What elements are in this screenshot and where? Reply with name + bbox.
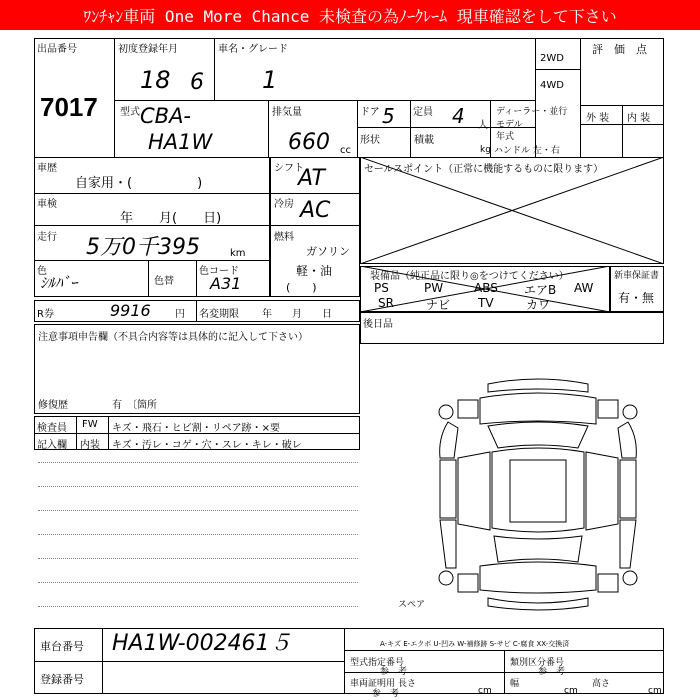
v-line bbox=[196, 260, 197, 297]
color-code-value: A31 bbox=[210, 274, 242, 293]
recycle-value: 9916 bbox=[110, 301, 151, 320]
h-line bbox=[34, 661, 344, 662]
dotted-line bbox=[38, 510, 358, 511]
displacement-label: 排気量 bbox=[272, 107, 302, 118]
interior-codes: キズ・汚レ・コゲ・穴・スレ・キレ・破レ bbox=[112, 440, 302, 451]
displacement-value: 660 bbox=[288, 130, 330, 155]
lot-number: 7017 bbox=[40, 92, 98, 122]
warning-banner: ﾜﾝﾁｬﾝ車両 One More Chance 未検査の為ﾉｰｸﾚｰﾑ 現車確認をして下さい bbox=[0, 0, 700, 30]
type-designation-label: 型式指定番号 bbox=[350, 658, 405, 668]
first-reg-label: 初度登録年月 bbox=[118, 44, 178, 55]
v-line bbox=[410, 100, 411, 158]
color-code-label: 色コード bbox=[199, 266, 239, 277]
height-label: 高さ bbox=[592, 679, 611, 689]
legend: A-キズ E-エクボ U-凹み W-補修跡 S-サビ C-腐食 XX-交換済 bbox=[380, 640, 570, 648]
doors-value: 5 bbox=[382, 104, 395, 128]
sales-point-label: セールスポイント（正常に機能するものに限ります） bbox=[364, 164, 604, 175]
v-line bbox=[148, 260, 149, 297]
load-unit: kg bbox=[480, 145, 491, 155]
v-line bbox=[214, 38, 215, 100]
later-items-box bbox=[360, 312, 664, 344]
equip-abs[interactable]: ABS bbox=[474, 281, 498, 295]
equip-airbag[interactable]: エアB bbox=[524, 283, 557, 297]
h-line bbox=[535, 69, 580, 70]
v-line bbox=[504, 650, 505, 694]
inspection-label: 車検 bbox=[37, 199, 57, 210]
v-line bbox=[108, 416, 109, 450]
inspection-value: 年 月( 日) bbox=[120, 211, 222, 226]
equip-aw[interactable]: AW bbox=[574, 281, 594, 295]
equip-pw[interactable]: PW bbox=[424, 281, 444, 295]
width-label: 幅 bbox=[510, 679, 520, 689]
equip-label: 装備品（純正品に限り◎をつけてください） bbox=[370, 271, 569, 282]
model-year-label: モデル bbox=[496, 120, 523, 130]
fuel-value-1: ガソリン bbox=[306, 245, 350, 258]
fill-label: 記入欄 bbox=[37, 440, 67, 451]
v-line bbox=[535, 38, 536, 158]
fuel-paren: ( ) bbox=[286, 281, 317, 294]
repair-value: 有 〔箇所 bbox=[112, 400, 157, 411]
first-reg-month: 6 bbox=[190, 70, 204, 95]
v-line bbox=[102, 628, 103, 694]
equip-leather[interactable]: カワ bbox=[526, 298, 551, 312]
dotted-line bbox=[38, 606, 358, 607]
equip-tv[interactable]: TV bbox=[478, 296, 494, 310]
v-line bbox=[344, 628, 345, 694]
first-reg-day: 1 bbox=[262, 66, 278, 94]
history-label: 車歴 bbox=[37, 163, 57, 174]
v-line bbox=[580, 38, 581, 158]
dealer-label: ディーラー・並行 bbox=[496, 107, 568, 117]
h-line bbox=[270, 193, 360, 194]
car-diagram bbox=[418, 378, 658, 618]
v-line bbox=[268, 100, 269, 158]
exterior-label: 外 装 bbox=[586, 113, 610, 124]
height-unit: cm bbox=[648, 686, 662, 696]
capacity-unit: 人 bbox=[478, 120, 488, 131]
dotted-line bbox=[38, 534, 358, 535]
spare-label: スペア bbox=[398, 600, 426, 610]
equip-sr[interactable]: SR bbox=[378, 296, 394, 310]
color-label: 色 bbox=[37, 266, 47, 277]
v-line bbox=[622, 105, 623, 158]
ac-label: 冷房 bbox=[274, 199, 294, 210]
history-value: 自家用・( ) bbox=[75, 176, 203, 191]
interior-label: 内 装 bbox=[627, 113, 651, 124]
capacity-value: 4 bbox=[452, 104, 465, 128]
equip-ps[interactable]: PS bbox=[374, 281, 389, 295]
inspector-label: 検査員 bbox=[37, 423, 67, 434]
name-change-value: 年 月 日 bbox=[262, 309, 332, 320]
warranty-label: 新車保証書 bbox=[614, 271, 660, 281]
fuel-label: 燃料 bbox=[274, 232, 294, 243]
h-line bbox=[580, 105, 664, 106]
name-change-label: 名変期限 bbox=[199, 309, 239, 320]
model-value-1: CBA- bbox=[140, 104, 192, 128]
equip-navi[interactable]: ナビ bbox=[426, 298, 451, 312]
shift-label: シフト bbox=[274, 163, 304, 174]
notes-label: 注意事項申告欄（不具合内容等は具体的に記入して下さい） bbox=[38, 332, 308, 343]
fw-label: FW bbox=[82, 419, 98, 430]
warranty-value: 有・無 bbox=[618, 291, 655, 305]
mileage-unit: km bbox=[230, 248, 246, 259]
ref-label-1: 参 考 bbox=[380, 667, 408, 677]
dotted-line bbox=[38, 486, 358, 487]
doors-label: ドア bbox=[360, 107, 380, 118]
length-label: 長さ bbox=[398, 679, 417, 689]
v-line bbox=[357, 100, 358, 158]
interior-codes-label: 内装 bbox=[80, 440, 100, 451]
repair-label: 修復歴 bbox=[38, 400, 68, 411]
chassis-value: HA1W-002461５ bbox=[112, 631, 292, 656]
reg-label: 登録番号 bbox=[40, 673, 84, 686]
shift-value: AT bbox=[298, 166, 325, 191]
name-grade-label: 車名・グレード bbox=[218, 44, 288, 55]
displacement-unit: cc bbox=[340, 145, 351, 156]
shape-label: 形状 bbox=[360, 135, 380, 146]
first-reg-year: 18 bbox=[140, 66, 171, 94]
model-label: 型式 bbox=[120, 107, 140, 118]
fw-codes: キズ・飛石・ヒビ割・リペア跡・×要 bbox=[112, 423, 280, 434]
color-value: ｼﾙﾊﾞｰ bbox=[40, 274, 78, 292]
lot-label: 出品番号 bbox=[37, 44, 77, 55]
fuel-value-2: 軽・油 bbox=[296, 264, 333, 278]
sales-cross bbox=[360, 157, 664, 264]
ac-value: AC bbox=[300, 198, 331, 223]
recycle-unit: 円 bbox=[175, 309, 185, 320]
dotted-line bbox=[38, 462, 358, 463]
eval-label: 評 価 点 bbox=[592, 43, 647, 56]
later-label: 後日品 bbox=[363, 319, 393, 330]
ref-label-2: 参 考 bbox=[538, 667, 566, 677]
v-line bbox=[114, 38, 115, 158]
h-line bbox=[34, 193, 270, 194]
ref-label-3: 参 考 bbox=[372, 689, 400, 699]
model-year-label-2: 年式 bbox=[496, 132, 515, 142]
model-value-2: HA1W bbox=[148, 130, 213, 154]
handle-label: ハンドル 左・右 bbox=[494, 146, 560, 156]
dotted-line bbox=[38, 558, 358, 559]
drive-4wd[interactable]: 4WD bbox=[540, 80, 564, 91]
drive-2wd[interactable]: 2WD bbox=[540, 53, 564, 64]
v-line bbox=[196, 300, 197, 322]
v-line bbox=[76, 416, 77, 450]
class-label: 類別区分番号 bbox=[510, 658, 565, 668]
chassis-label: 車台番号 bbox=[40, 640, 84, 653]
h-line bbox=[270, 225, 360, 226]
length-unit: cm bbox=[478, 686, 492, 696]
color-change-label: 色替 bbox=[154, 276, 174, 287]
header-grid bbox=[34, 38, 664, 158]
h-line bbox=[114, 100, 535, 101]
mileage-value: 5万0千395 bbox=[86, 235, 200, 260]
width-unit: cm bbox=[564, 686, 578, 696]
cert-label: 車両証明用 bbox=[350, 679, 396, 689]
dotted-line bbox=[38, 582, 358, 583]
recycle-label: R券 bbox=[37, 309, 54, 320]
h-line bbox=[580, 124, 664, 125]
capacity-label: 定員 bbox=[413, 107, 433, 118]
mileage-label: 走行 bbox=[37, 232, 57, 243]
load-label: 積載 bbox=[414, 135, 434, 146]
